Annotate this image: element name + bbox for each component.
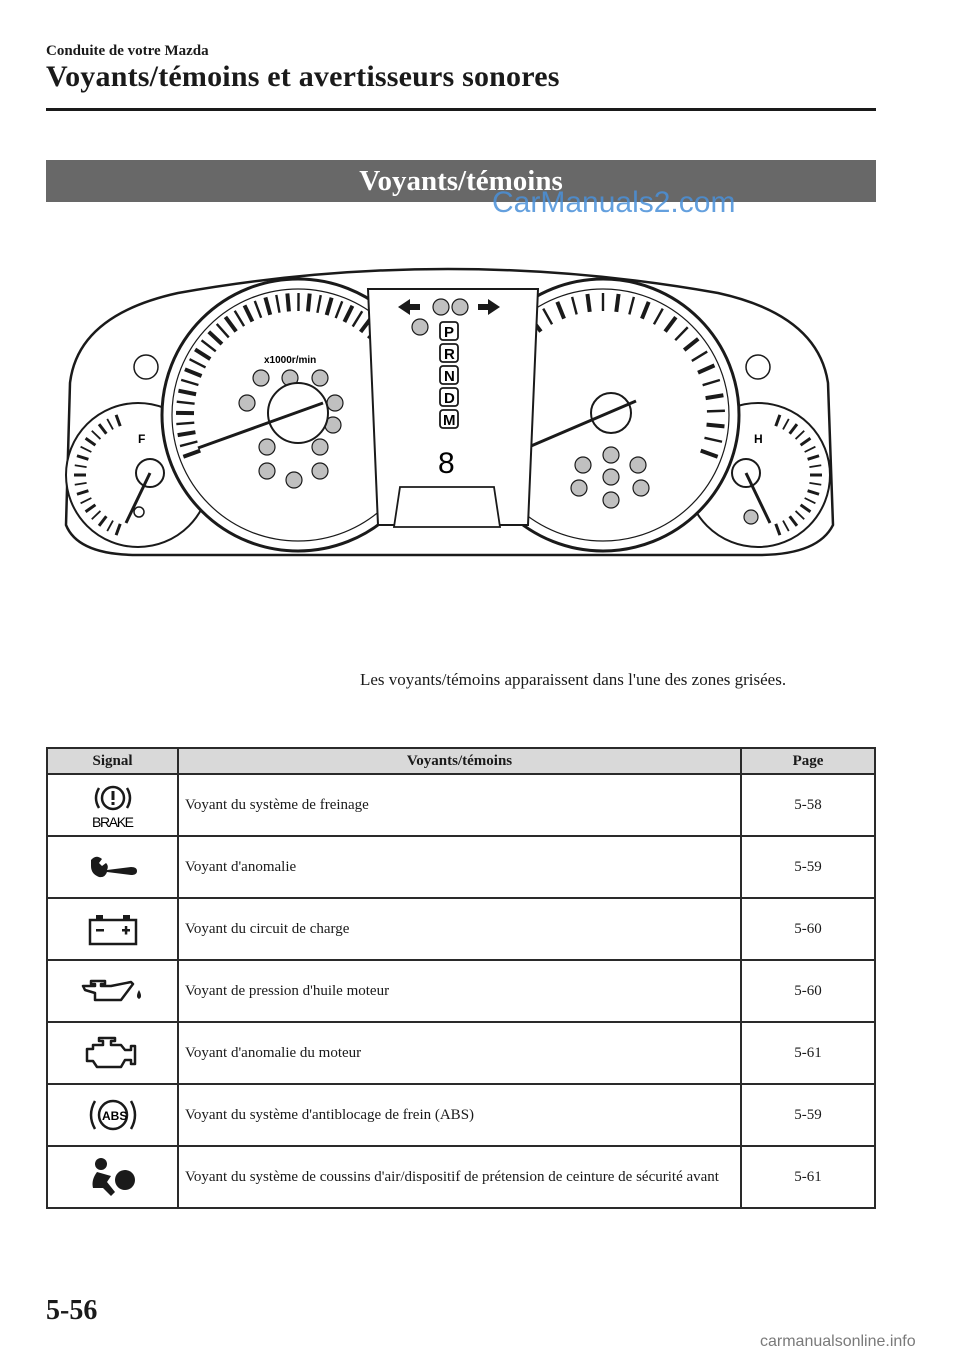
left-corner-lamp: [134, 355, 158, 379]
airbag-icon: [85, 1156, 141, 1198]
speedometer-tick: [587, 294, 589, 312]
table-row: [47, 1022, 875, 1084]
warning-lights-table: [46, 747, 876, 1209]
row-label: Voyant du système d'antiblocage de frein (ABS): [178, 1084, 741, 1146]
row-label: Voyant du système de freinage: [178, 774, 741, 836]
gear-m: M: [443, 412, 456, 429]
row-label: Voyant du système de coussins d'air/dispositif de prétension de ceinture de sécurité avant: [178, 1146, 741, 1208]
speed-warning-lamp: [603, 492, 619, 508]
fuel-indicator-lamp: [134, 507, 144, 517]
temp-label: H: [754, 432, 763, 446]
center-lamp-2: [452, 299, 468, 315]
tach-unit-label: x1000r/min: [264, 355, 317, 366]
oil-can-icon: [81, 976, 145, 1006]
row-page: 5-58: [741, 774, 875, 836]
wrench-icon: [87, 852, 139, 882]
table-row: [47, 836, 875, 898]
tachometer-tick: [287, 293, 289, 311]
watermark: CarManuals2.com: [492, 186, 736, 219]
center-odometer-display: [394, 487, 500, 527]
row-page: 5-59: [741, 1084, 875, 1146]
row-label: Voyant de pression d'huile moteur: [178, 960, 741, 1022]
chapter-title: Conduite de votre Mazda: [46, 43, 209, 59]
tach-warning-lamp: [312, 463, 328, 479]
table-row: [47, 960, 875, 1022]
gear-display-digit: 8: [438, 447, 455, 480]
row-page: 5-59: [741, 836, 875, 898]
col-header-signal: Signal: [47, 748, 178, 774]
gear-n: N: [444, 368, 455, 385]
fuel-label: F: [138, 432, 146, 446]
speedometer-tick: [616, 294, 618, 312]
gear-d: D: [444, 390, 455, 407]
tach-warning-lamp: [327, 395, 343, 411]
center-lamp-1: [433, 299, 449, 315]
speed-warning-lamp: [603, 447, 619, 463]
gear-r: R: [444, 346, 455, 363]
footer-site: carmanualsonline.info: [760, 1333, 916, 1350]
center-lamp-3: [412, 319, 428, 335]
tach-warning-lamp: [253, 370, 269, 386]
table-row: [47, 1084, 875, 1146]
row-page: 5-61: [741, 1022, 875, 1084]
col-header-name: Voyants/témoins: [178, 748, 741, 774]
brake-icon-text: BRAKE: [91, 814, 134, 830]
speed-warning-lamp: [630, 457, 646, 473]
speedometer-tick: [707, 411, 725, 412]
tach-warning-lamp: [259, 439, 275, 455]
abs-icon-text: ABS: [101, 1109, 127, 1123]
tach-warning-lamp: [312, 370, 328, 386]
row-page: 5-61: [741, 1146, 875, 1208]
row-label: Voyant d'anomalie du moteur: [178, 1022, 741, 1084]
engine-icon: [83, 1035, 143, 1071]
row-page: 5-60: [741, 960, 875, 1022]
speedometer-tick: [707, 425, 725, 427]
speed-warning-lamp: [633, 480, 649, 496]
tach-warning-lamp: [312, 439, 328, 455]
row-label: Voyant d'anomalie: [178, 836, 741, 898]
tachometer-tick: [176, 423, 194, 424]
tach-warning-lamp: [259, 463, 275, 479]
page-number: 5-56: [46, 1295, 98, 1326]
section-banner: Voyants/témoins: [46, 160, 876, 202]
right-corner-lamp: [746, 355, 770, 379]
page-title: Voyants/témoins et avertisseurs sonores: [46, 60, 560, 93]
speed-warning-lamp: [603, 469, 619, 485]
tachometer-tick: [308, 294, 310, 312]
table-header-row: [47, 748, 875, 774]
speed-warning-lamp: [571, 480, 587, 496]
battery-icon: [86, 912, 140, 946]
instrument-cluster-illustration: [58, 255, 838, 595]
gear-p: P: [444, 324, 455, 341]
brake-warning-icon: [87, 780, 139, 830]
col-header-page: Page: [741, 748, 875, 774]
tach-warning-lamp: [286, 472, 302, 488]
row-label: Voyant du circuit de charge: [178, 898, 741, 960]
figure-caption: Les voyants/témoins apparaissent dans l'une des zones grisées.: [360, 670, 787, 689]
table-row: [47, 1146, 875, 1208]
speed-warning-lamp: [575, 457, 591, 473]
table-row: [47, 898, 875, 960]
gear-indicator: [440, 322, 458, 429]
table-row: [47, 774, 875, 836]
header-rule: [46, 108, 876, 111]
row-page: 5-60: [741, 898, 875, 960]
temp-indicator-lamp: [744, 510, 758, 524]
abs-icon: [84, 1095, 142, 1135]
tach-warning-lamp: [239, 395, 255, 411]
